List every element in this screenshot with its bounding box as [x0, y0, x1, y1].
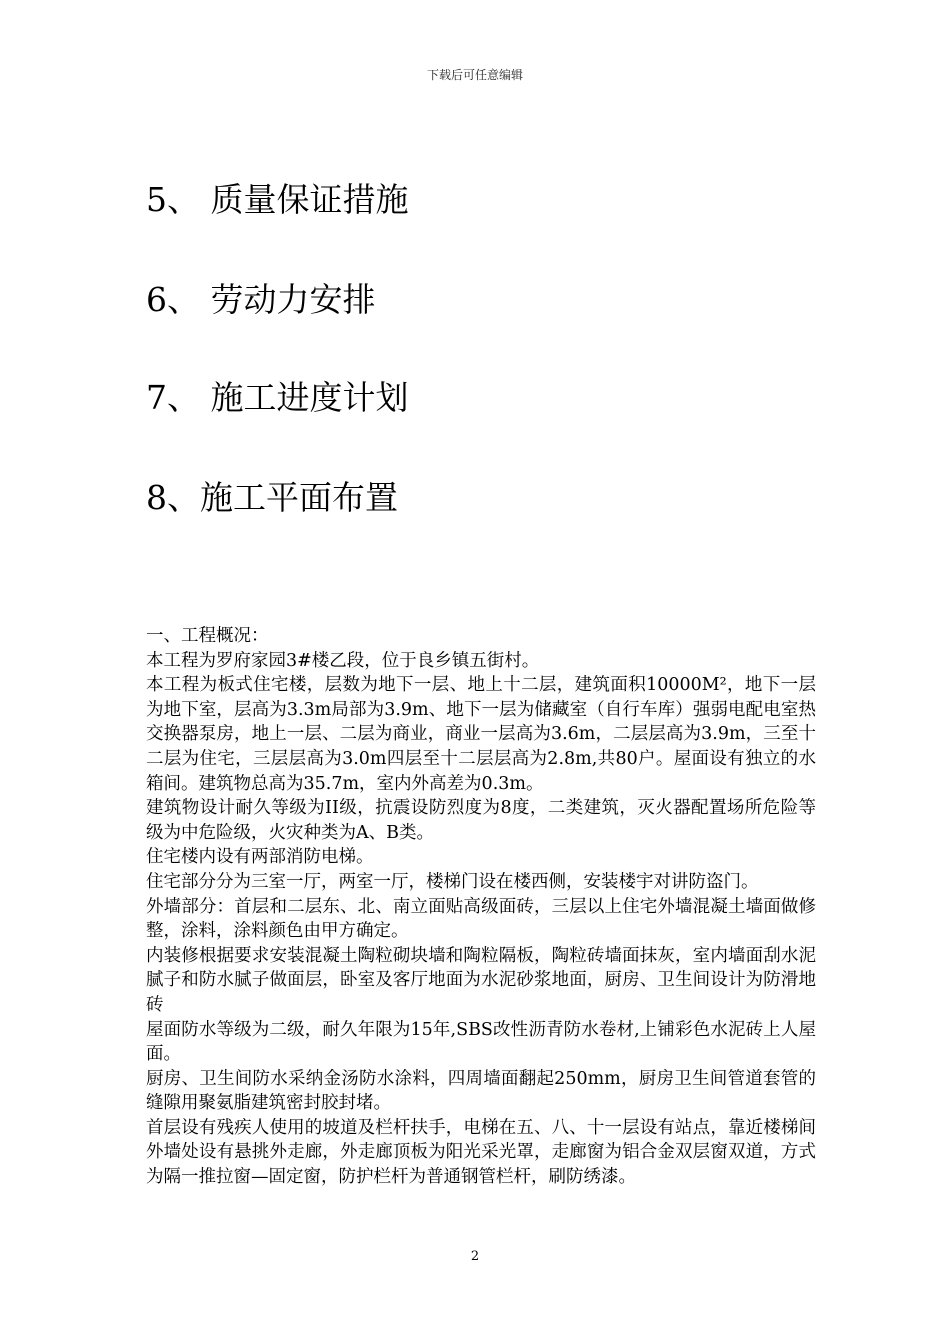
page-header: 下载后可任意编辑: [426, 68, 523, 82]
paragraph-durability: 建筑物设计耐久等级为II级，抗震设防烈度为8度，二类建筑，灭火器配置场所危险等级为中危险级，火灾种类为A、B类。: [146, 798, 816, 843]
paragraph-exterior-walls: 外墙部分：首层和二层东、北、南立面贴高级面砖，三层以上住宅外墙混凝土墙面做修整，涂料，涂料颜色由甲方确定。: [146, 896, 816, 942]
paragraph-roof: 屋面防水等级为二级，耐久年限为15年,SBS改性沥青防水卷材,上铺彩色水泥砖上人屋面。: [146, 1019, 816, 1065]
paragraph-accessibility: 首层设有残疾人使用的坡道及栏杆扶手，电梯在五、八、十一层设有站点，靠近楼梯间外墙处设有悬挑外走廊，外走廊顶板为阳光采光罩，走廊窗为铝合金双层窗双道，方式为隔一推拉窗—固定窗，防护栏杆为普通钢管栏杆，刷防绣漆。: [146, 1117, 816, 1188]
paragraph-units: 住宅部分分为三室一厅，两室一厅，楼梯门设在楼西侧，安装楼宇对讲防盗门。: [146, 871, 759, 892]
document-body: [146, 624, 816, 1190]
paragraph-elevators: 住宅楼内设有两部消防电梯。: [146, 847, 374, 868]
paragraph-interior: 内装修根据要求安装混凝土陶粒砌块墙和陶粒隔板，陶粒砖墙面抹灰，室内墙面刮水泥腻子和防水腻子做面层，卧室及客厅地面为水泥砂浆地面，厨房、卫生间设计为防滑地砖: [146, 945, 816, 1015]
paragraph-building-overview: 本工程为板式住宅楼，层数为地下一层、地上十二层，建筑面积10000M²，地下一层为地下室，层高为3.3m局部为3.9m、地下一层为储藏室（自行车库）强弱电配电室热交换器泵房，地上一层、二层为商业，商业一层高为3.6m，二层层高为3.9m，三至十二层为住宅，三层层高为3.0m四层至十二层层高为2.8m,共80户。屋面设有独立的水箱间。建筑物总高为35.7m，室内外高差为0.3m。: [146, 675, 816, 794]
section-heading-6: 6、 劳动力安排: [146, 280, 376, 319]
paragraph-location: 本工程为罗府家园3#楼乙段，位于良乡镇五街村。: [146, 650, 540, 671]
section-title-overview: 一、工程概况：: [146, 626, 269, 646]
section-heading-5: 5、 质量保证措施: [146, 180, 409, 219]
section-heading-7: 7、 施工进度计划: [146, 378, 409, 417]
paragraph-waterproofing: 厨房、卫生间防水采纳金汤防水涂料，四周墙面翻起250mm，厨房卫生间管道套管的缝隙用聚氨脂建筑密封胶封堵。: [146, 1068, 816, 1114]
page-number: 2: [470, 1249, 480, 1264]
section-heading-8: 8、施工平面布置: [146, 478, 398, 517]
